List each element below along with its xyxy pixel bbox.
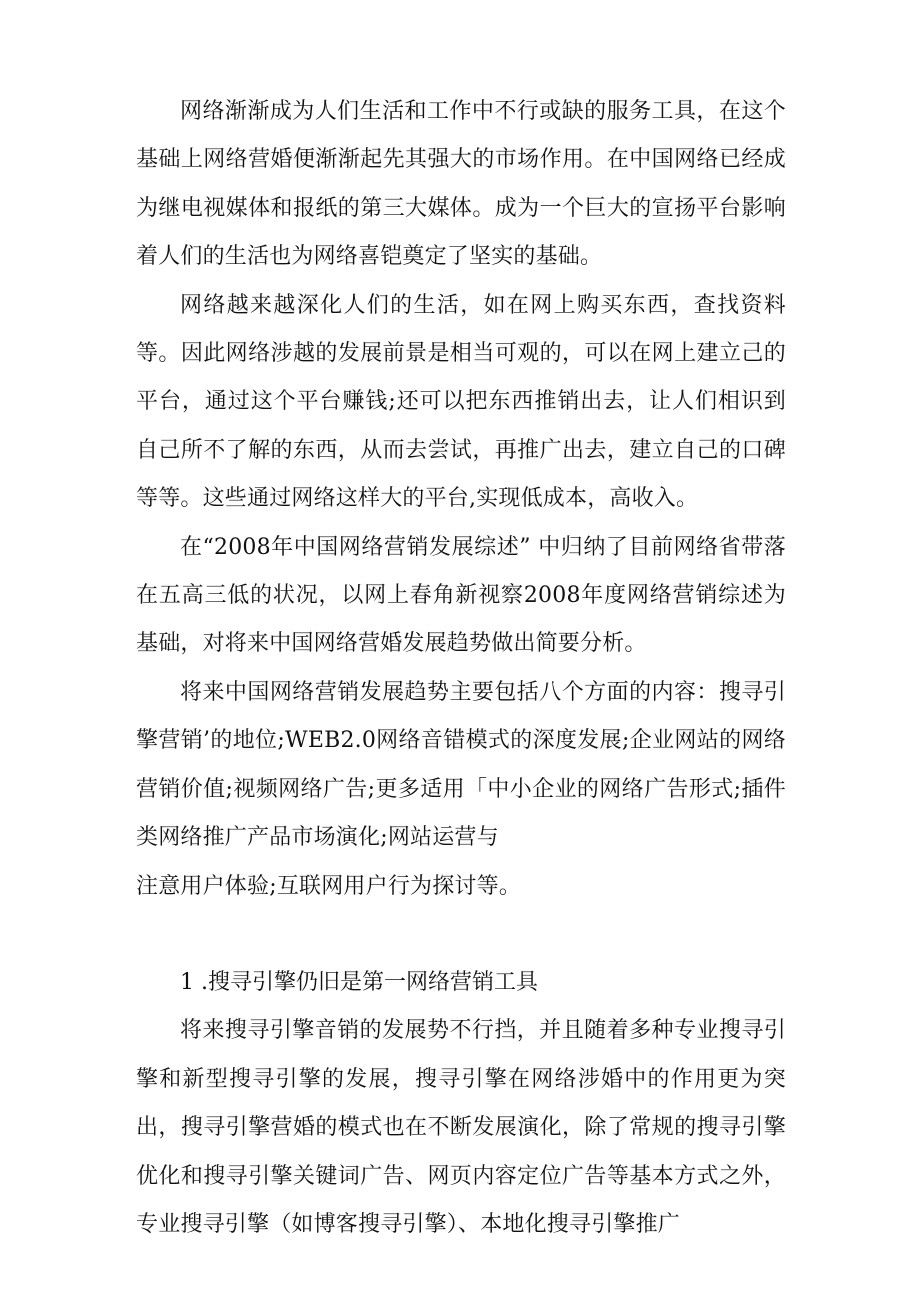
blank-line <box>136 911 786 959</box>
paragraph-4 <box>136 669 786 911</box>
paragraph-4-part-2: 注意用户体验;互联网用户行为探讨等。 <box>136 873 522 899</box>
document-page <box>136 88 786 1249</box>
paragraph-1: 网络渐渐成为人们生活和工作中不行或缺的服务工具，在这个基础上网络营婚便渐渐起先其强大的市场作用。在中国网络已经成为继电视媒体和报纸的第三大媒体。成为一个巨大的宣扬平台影响着人们的生活也为网络喜铠奠定了坚实的基础。 <box>136 99 786 270</box>
section-heading: 1 .搜寻引擎仍旧是第一网络营销工具 <box>180 969 538 995</box>
paragraph-3: 在“2008年中国网络营销发展综述” 中归纳了目前网络省带落在五高三低的状况，以网上春角新视察2008年度网络营销综述为基础，对将来中国网络营婚发展趋势做出简要分析。 <box>136 534 786 657</box>
section-paragraph: 将来搜寻引擎音销的发展势不行挡，并且随着多种专业搜寻引擎和新型搜寻引擎的发展，搜寻引擎在网络涉婚中的作用更为突出，搜寻引擎营婚的模式也在不断发展演化，除了常规的搜寻引擎优化和搜寻引擎关键词广告、网页内容定位广告等基本方式之外，专业搜寻引擎（如博客搜寻引擎）、本地化搜寻引擎推广 <box>136 1018 786 1237</box>
paragraph-2: 网络越来越深化人们的生活，如在网上购买东西，查找资料等。因此网络涉越的发展前景是相当可观的，可以在网上建立己的平台，通过这个平台赚钱;还可以把东西推销出去，让人们相识到自己所不了解的东西，从而去尝试，再推广出去，建立自己的口碑等等。这些通过网络这样大的平台,实现低成本，高收入。 <box>136 292 786 512</box>
paragraph-4-part-1: 将来中国网络营销发展趋势主要包括八个方面的内容：搜寻引擎营销’的地位;WEB2.0网络音错模式的深度发展;企业网站的网络营销价值;视频网络广告;更多适用「中小企业的网络广告形式;插件类网络推广产品市场演化;网站运营与 <box>136 679 786 851</box>
